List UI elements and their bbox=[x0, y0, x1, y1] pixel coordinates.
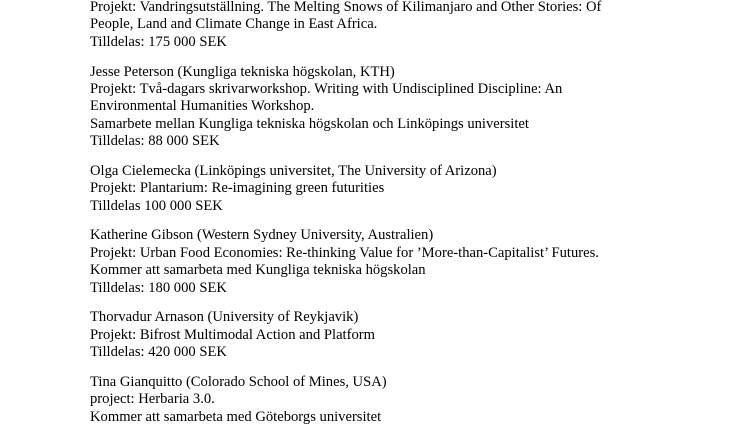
amount-line: Tilldelas: 88 000 SEK bbox=[90, 133, 220, 150]
project-line: Projekt: Bifrost Multimodal Action and Platform bbox=[90, 326, 375, 343]
document-page bbox=[90, 0, 730, 438]
grant-entry bbox=[90, 0, 730, 51]
amount-line: Tilldelas: 180 000 SEK bbox=[90, 279, 227, 296]
recipient-line: Olga Cielemecka (Linköpings universitet, The University of Arizona) bbox=[90, 162, 497, 179]
recipient-line: Tina Gianquitto (Colorado School of Mines, USA) bbox=[90, 373, 387, 390]
collaboration-line: Samarbete mellan Kungliga tekniska högskolan och Linköpings universitet bbox=[90, 115, 529, 132]
recipient-line: Jesse Peterson (Kungliga tekniska högskolan, KTH) bbox=[90, 63, 395, 80]
recipient-line: Katherine Gibson (Western Sydney University, Australien) bbox=[90, 227, 434, 244]
grant-entry bbox=[90, 227, 730, 297]
project-line: Projekt: Plantarium: Re-imagining green futurities bbox=[90, 180, 385, 197]
amount-line: Tilldelas: 175 000 SEK bbox=[90, 33, 227, 50]
grant-entry bbox=[90, 309, 730, 361]
amount-line: Tilldelas 100 000 SEK bbox=[90, 197, 223, 214]
project-line: Projekt: Två-dagars skrivarworkshop. Writing with Undisciplined Discipline: An Environmental Humanities Workshop. bbox=[90, 80, 563, 115]
grant-entry bbox=[90, 374, 730, 426]
project-line: Projekt: Vandringsutställning. The Melting Snows of Kilimanjaro and Other Stories: Of People, Land and Climate Change in East Africa. bbox=[90, 0, 602, 33]
recipient-line: Thorvadur Arnason (University of Reykjavik) bbox=[90, 309, 359, 326]
project-line: Projekt: Urban Food Economies: Re-thinking Value for ’More-than-Capitalist’ Futures. bbox=[90, 244, 599, 261]
amount-line: Tilldelas: 420 000 SEK bbox=[90, 344, 227, 361]
grant-entry bbox=[90, 163, 730, 215]
collaboration-line: Kommer att samarbeta med Kungliga tekniska högskolan bbox=[90, 262, 426, 279]
collaboration-line: Kommer att samarbeta med Göteborgs universitet bbox=[90, 408, 382, 425]
grant-entry bbox=[90, 64, 730, 151]
project-line: project: Herbaria 3.0. bbox=[90, 391, 215, 408]
